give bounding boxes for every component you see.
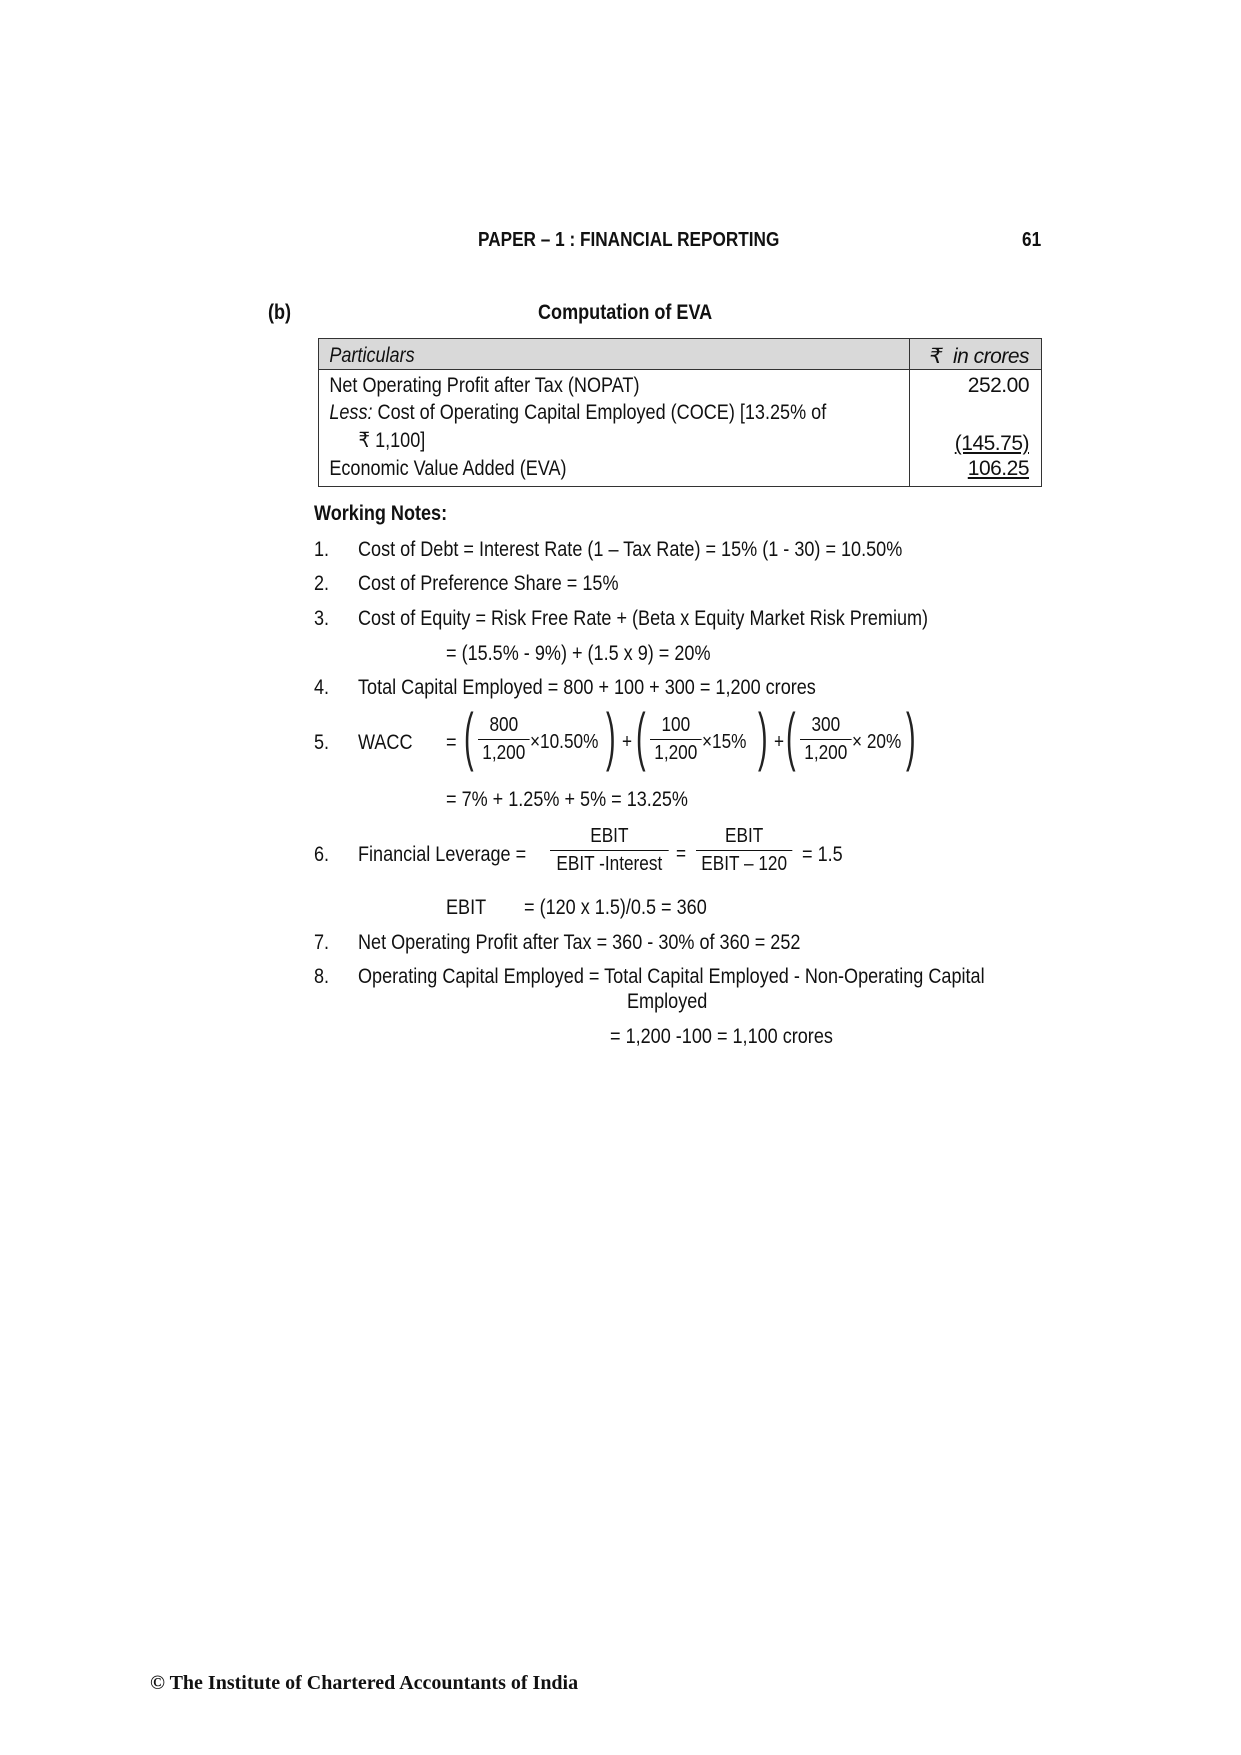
fraction-denominator: 1,200 — [654, 742, 698, 764]
fraction-denominator: 1,200 — [482, 742, 526, 764]
paren-close-3: ) — [906, 700, 916, 772]
row2-label — [319, 400, 826, 425]
note-5-equals: = — [446, 731, 457, 754]
page-number: 61 — [1022, 229, 1042, 251]
note-3-text: Cost of Equity = Risk Free Rate + (Beta x Equity Market Risk Premium) — [358, 607, 929, 630]
note-5-label: WACC — [358, 731, 413, 754]
row2-prefix: Less: — [329, 401, 373, 424]
fraction-800-1200 — [478, 714, 530, 765]
row2-value: (145.75) — [954, 432, 1029, 455]
note-8-text: Operating Capital Employed = Total Capital Employed - Non-Operating Capital — [358, 965, 985, 988]
fraction-numerator: 300 — [811, 714, 841, 736]
rupee-icon: ₹ — [929, 345, 943, 368]
fraction-numerator: EBIT — [725, 825, 764, 847]
row3-label: Economic Value Added (EVA) — [329, 457, 567, 480]
fraction-numerator: EBIT — [590, 825, 629, 847]
row2-label-line2: ₹ 1,100] — [358, 429, 426, 452]
note-6-continuation: = (120 x 1.5)/0.5 = 360 — [524, 896, 707, 919]
paren-close-1: ) — [606, 700, 616, 772]
page-header-title: PAPER – 1 : FINANCIAL REPORTING — [478, 229, 780, 251]
note-6-equals: = — [676, 843, 687, 865]
row2-text: Cost of Operating Capital Employed (COCE) [13.25% of — [377, 401, 827, 424]
fraction-numerator: 800 — [489, 714, 519, 736]
row1-value: 252.00 — [967, 374, 1029, 397]
note-1-number: 1. — [314, 538, 330, 561]
plus-sign-2: + — [774, 731, 785, 753]
header-unit-cell — [909, 339, 1041, 370]
note-6-label: Financial Leverage = — [358, 843, 527, 866]
note-7-text: Net Operating Profit after Tax = 360 - 30% of 360 = 252 — [358, 931, 801, 954]
fraction-bar — [650, 739, 702, 740]
header-unit — [910, 339, 1041, 369]
note-1-text: Cost of Debt = Interest Rate (1 – Tax Rate) = 15% (1 - 30) = 10.50% — [358, 538, 903, 561]
row1-label: Net Operating Profit after Tax (NOPAT) — [329, 374, 640, 397]
note-2-number: 2. — [314, 572, 330, 595]
paren-open-3: ( — [786, 700, 796, 772]
paren-open-2: ( — [636, 700, 646, 772]
table-row — [319, 456, 1042, 487]
fraction-denominator: EBIT – 120 — [701, 853, 788, 875]
note-3-continuation: = (15.5% - 9%) + (1.5 x 9) = 20% — [446, 642, 711, 665]
row1-value-cell — [909, 370, 1041, 401]
note-8-continuation: = 1,200 -100 = 1,100 crores — [610, 1025, 833, 1048]
note-5-continuation: = 7% + 1.25% + 5% = 13.25% — [446, 788, 688, 811]
row2-label-cell — [319, 400, 910, 456]
header-unit-text: in crores — [952, 345, 1029, 368]
section-title: Computation of EVA — [538, 301, 713, 324]
fraction-bar — [696, 850, 792, 851]
table-row — [319, 400, 1042, 456]
fraction-bar — [478, 739, 530, 740]
fraction-denominator: 1,200 — [804, 742, 848, 764]
note-2-text: Cost of Preference Share = 15% — [358, 572, 619, 595]
note-4-number: 4. — [314, 676, 330, 699]
section-label: (b) — [268, 301, 292, 324]
working-notes-heading: Working Notes: — [314, 502, 448, 525]
note-4-text: Total Capital Employed = 800 + 100 + 300 = 1,200 crores — [358, 676, 816, 699]
table-row — [319, 370, 1042, 401]
eva-table — [318, 338, 1042, 487]
header-particulars-cell — [319, 339, 910, 370]
fraction-300-1200 — [800, 714, 852, 765]
footer-copyright: © The Institute of Chartered Accountants of India — [150, 1672, 579, 1694]
note-8-line2: Employed — [627, 990, 708, 1013]
table-header-row — [319, 339, 1042, 370]
note-3-number: 3. — [314, 607, 330, 630]
note-5-number: 5. — [314, 731, 330, 754]
paren-close-2: ) — [758, 700, 768, 772]
multiplier-10-50: ×10.50% — [530, 731, 599, 753]
fraction-100-1200 — [650, 714, 702, 765]
note-8-number: 8. — [314, 965, 330, 988]
note-6-number: 6. — [314, 843, 330, 866]
row3-value-cell — [909, 456, 1041, 487]
fraction-ebit-interest — [550, 825, 669, 876]
fraction-bar — [800, 739, 852, 740]
multiplier-20: × 20% — [852, 731, 902, 753]
note-6-result: = 1.5 — [802, 843, 843, 866]
multiplier-15: ×15% — [702, 731, 747, 753]
row1-label-cell — [319, 370, 910, 401]
fraction-ebit-120 — [696, 825, 792, 876]
note-6-ebit-label: EBIT — [446, 896, 487, 919]
row3-value: 106.25 — [967, 457, 1029, 480]
plus-sign-1: + — [622, 731, 633, 753]
paren-open-1: ( — [464, 700, 474, 772]
row3-label-cell — [319, 456, 910, 487]
row2-value-cell — [909, 400, 1041, 456]
fraction-bar — [550, 850, 669, 851]
header-particulars: Particulars — [329, 344, 415, 367]
fraction-denominator: EBIT -Interest — [556, 853, 663, 875]
fraction-numerator: 100 — [661, 714, 691, 736]
note-7-number: 7. — [314, 931, 330, 954]
